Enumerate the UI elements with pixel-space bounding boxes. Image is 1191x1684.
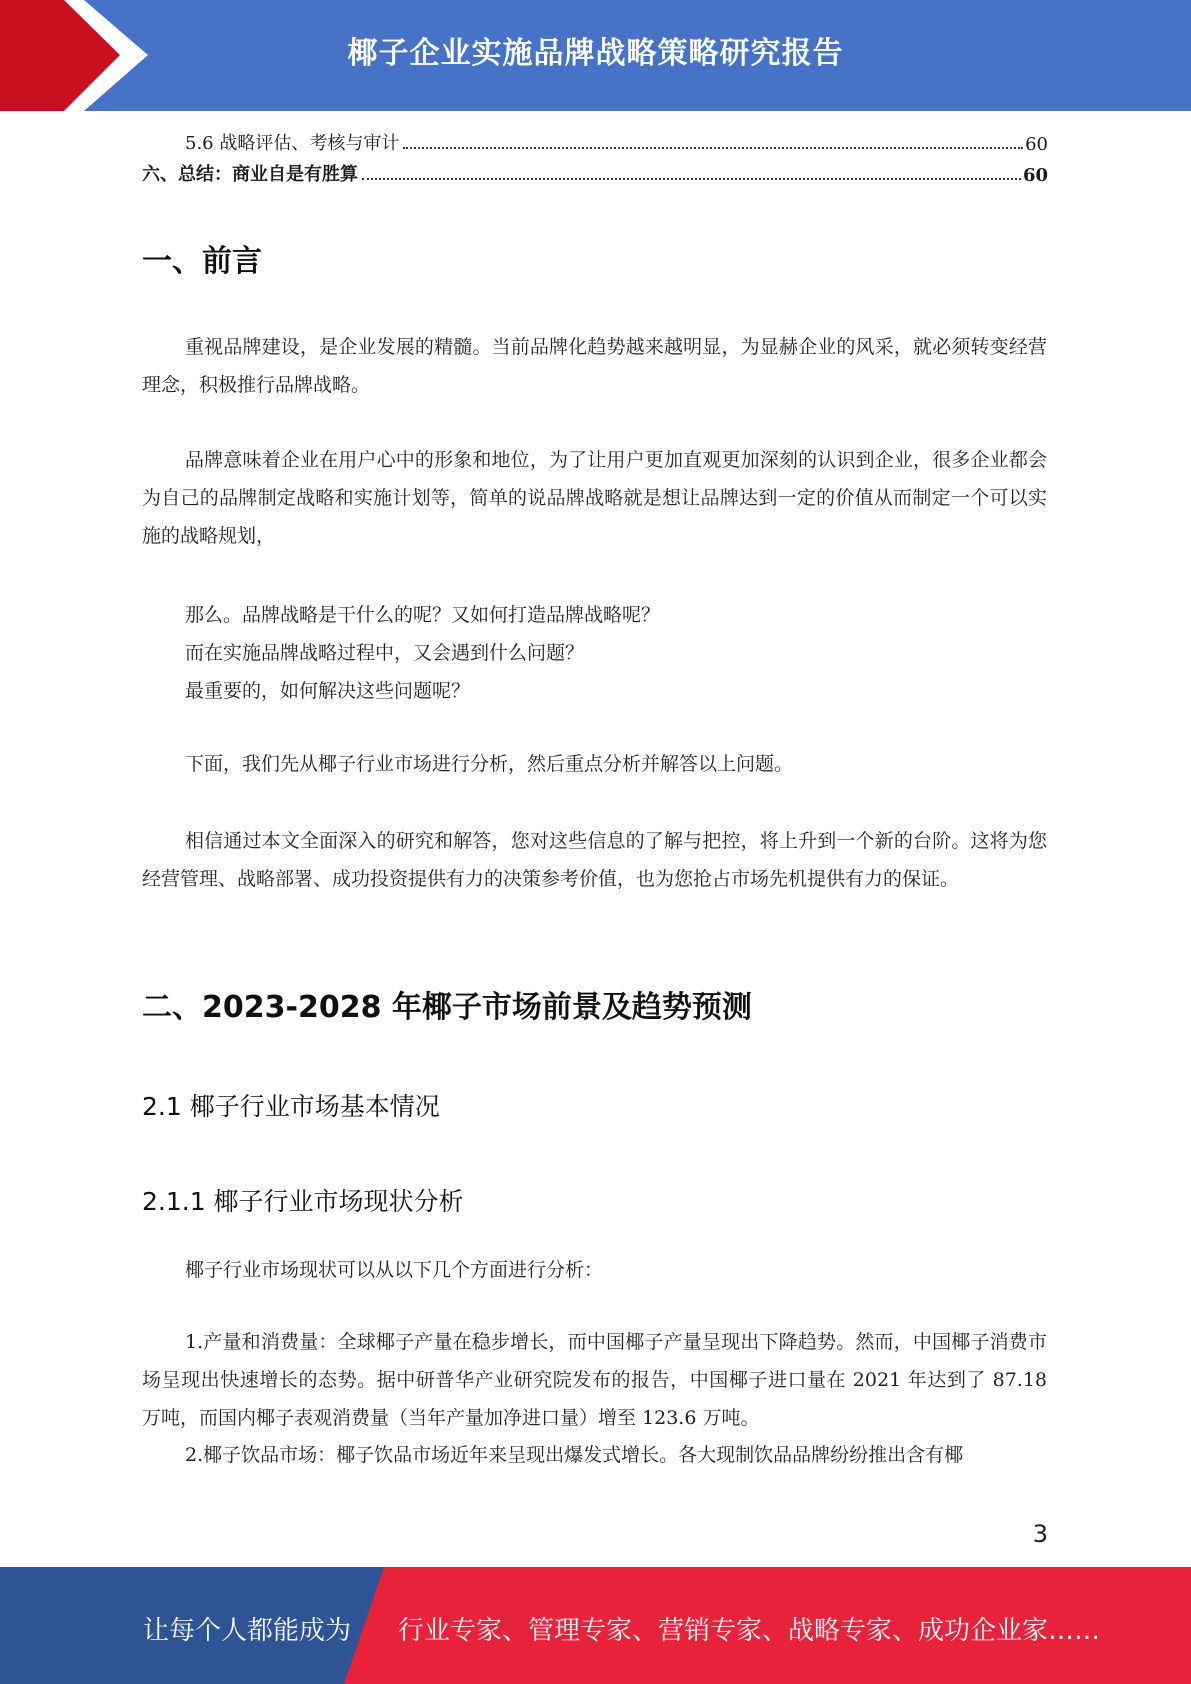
question-line: 那么。品牌战略是干什么的呢？又如何打造品牌战略呢？ — [185, 604, 661, 626]
paragraph: 相信通过本文全面深入的研究和解答，您对这些信息的了解与把控，将上升到一个新的台阶。这将为您经营管理、战略部署、成功投资提供有力的决策参考价值，也为您抢占市场先机提供有力的保证。 — [142, 830, 1047, 890]
report-title: 椰子企业实施品牌战略策略研究报告 — [347, 36, 844, 71]
page-number: 3 — [1032, 1520, 1048, 1548]
question-line: 而在实施品牌战略过程中，又会遇到什么问题？ — [185, 642, 585, 664]
toc-entry[interactable] — [142, 155, 1048, 186]
question-line: 最重要的，如何解决这些问题呢？ — [185, 680, 471, 702]
page-header — [0, 0, 1191, 111]
chapter-heading: 二、2023-2028 年椰子市场前景及趋势预测 — [142, 990, 752, 1025]
page-footer — [0, 1567, 1191, 1684]
footer-slogan-left: 让每个人都能成为 — [143, 1616, 352, 1646]
section-heading-preface: 一、前言 — [142, 244, 262, 279]
paragraph: 椰子行业市场现状可以从以下几个方面进行分析： — [185, 1259, 604, 1281]
toc-entry-label: 六、总结：商业自是有胜算 — [142, 160, 360, 186]
paragraph: 下面，我们先从椰子行业市场进行分析，然后重点分析并解答以上问题。 — [185, 753, 794, 775]
subsection-heading: 2.1.1 椰子行业市场现状分析 — [142, 1187, 464, 1216]
toc-entry-page: 60 — [1025, 134, 1048, 155]
footer-slogan-right: 行业专家、管理专家、营销专家、战略专家、成功企业家…… — [398, 1616, 1101, 1646]
paragraph: 1.产量和消费量：全球椰子产量在稳步增长，而中国椰子产量呈现出下降趋势。然而，中国椰子消费市场呈现出快速增长的态势。据中研普华产业研究院发布的报告，中国椰子进口量在 2021 年达到了 87.18 万吨，而国内椰子表观消费量（当年产量加净进口量）增至 123.6 万吨。 — [142, 1331, 1047, 1429]
toc-leader-dots — [403, 147, 1023, 149]
section-heading: 2.1 椰子行业市场基本情况 — [142, 1092, 440, 1121]
paragraph: 2.椰子饮品市场：椰子饮品市场近年来呈现出爆发式增长。各大现制饮品品牌纷纷推出含有椰 — [185, 1444, 964, 1466]
table-of-contents — [142, 124, 1048, 186]
paragraph: 品牌意味着企业在用户心中的形象和地位，为了让用户更加直观更加深刻的认识到企业，很多企业都会为自己的品牌制定战略和实施计划等，简单的说品牌战略就是想让品牌达到一定的价值从而制定一个可以实施的战略规划， — [142, 449, 1047, 547]
toc-entry[interactable] — [142, 124, 1048, 155]
toc-entry-label: 5.6 战略评估、考核与审计 — [185, 129, 401, 155]
toc-leader-dots — [362, 178, 1021, 180]
toc-entry-page: 60 — [1022, 165, 1048, 186]
paragraph: 重视品牌建设，是企业发展的精髓。当前品牌化趋势越来越明显，为显赫企业的风采，就必须转变经营理念，积极推行品牌战略。 — [142, 336, 1047, 396]
